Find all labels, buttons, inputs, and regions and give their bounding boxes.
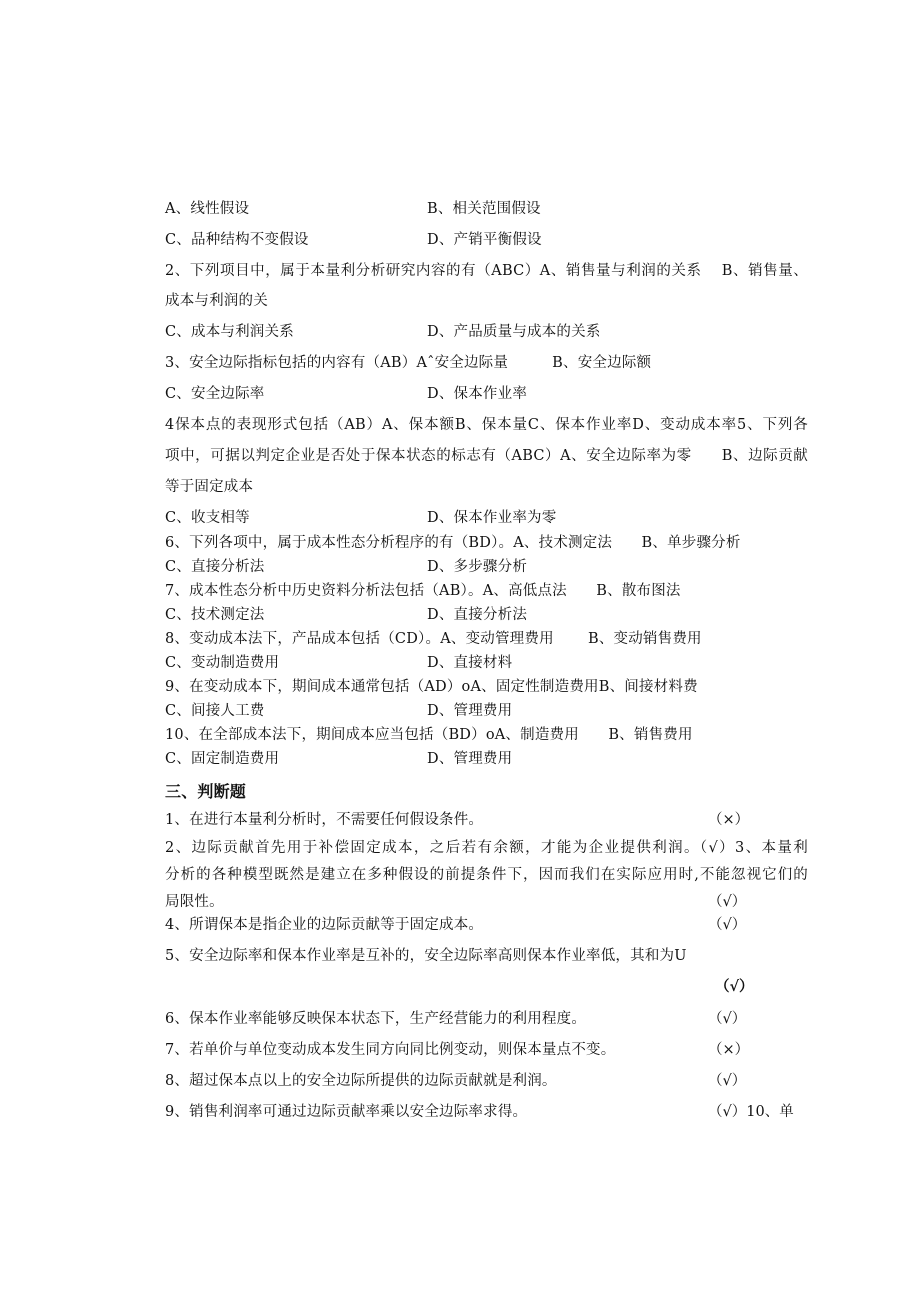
option-row <box>165 558 528 576</box>
judgment-5-mark: （√） <box>715 978 754 995</box>
judgment-4: 4、所谓保本是指企业的边际贡献等于固定成本。 <box>165 917 484 933</box>
option-row <box>165 509 557 527</box>
question-4: 4保本点的表现形式包括（AB）A、保本额B、保本量C、保本作业率D、变动成本率5、下列各 <box>165 417 808 433</box>
question-5-cont: 等于固定成本 <box>165 479 254 495</box>
option-row <box>165 231 542 249</box>
option-row <box>165 702 513 720</box>
option-d: D、多步骤分析 <box>427 559 528 575</box>
option-row <box>165 323 601 341</box>
judgment-2: 2、边际贡献首先用于补偿固定成本，之后若有余额，才能为企业提供利润。（√）3、本量利 <box>165 840 808 856</box>
option-row <box>165 750 513 768</box>
option-c: C、成本与利润关系 <box>165 324 294 340</box>
judgment-8: 8、超过保本点以上的安全边际所提供的边际贡献就是利润。 <box>165 1073 557 1089</box>
option-c: C、品种结构不变假设 <box>165 232 309 248</box>
question-2-cont: 成本与利润的关 <box>165 293 268 309</box>
section-heading: 三、判断题 <box>165 782 247 801</box>
judgment-9: 9、销售利润率可通过边际贡献率乘以安全边际率求得。 <box>165 1104 528 1120</box>
question-3: 3、安全边际指标包括的内容有（AB）Aˆ安全边际量 B、安全边际额 <box>165 355 652 371</box>
option-d: D、直接分析法 <box>427 607 528 623</box>
option-row <box>165 654 513 672</box>
option-d: D、保本作业率 <box>427 386 528 402</box>
judgment-9-mark: （√）10、单 <box>708 1104 794 1120</box>
judgment-7: 7、若单价与单位变动成本发生同方向同比例变动，则保本量点不变。 <box>165 1042 616 1058</box>
option-a: A、线性假设 <box>165 201 250 217</box>
judgment-1: 1、在进行本量利分析时，不需要任何假设条件。 <box>165 812 484 828</box>
option-c: C、技术测定法 <box>165 607 265 623</box>
option-d: D、管理费用 <box>427 751 513 767</box>
judgment-5: 5、安全边际率和保本作业率是互补的，安全边际率高则保本作业率低，其和为U <box>165 948 687 964</box>
option-d: D、产销平衡假设 <box>427 232 542 248</box>
option-c: C、变动制造费用 <box>165 655 280 671</box>
question-10: 10、在全部成本法下，期间成本应当包括（BD）oA、制造费用 B、销售费用 <box>165 727 693 743</box>
option-row <box>165 200 541 218</box>
option-d: D、保本作业率为零 <box>427 510 557 526</box>
option-d: D、产品质量与成本的关系 <box>427 324 601 340</box>
judgment-4-mark: （√） <box>708 917 747 933</box>
option-b: B、相关范围假设 <box>427 201 541 217</box>
question-7: 7、成本性态分析中历史资料分析法包括（AB）。A、高低点法 B、散布图法 <box>165 583 681 599</box>
judgment-1-mark: （×） <box>708 812 750 828</box>
judgment-7-mark: （×） <box>708 1042 750 1058</box>
option-c: C、固定制造费用 <box>165 751 280 767</box>
judgment-3: 分析的各种模型既然是建立在多种假设的前提条件下，因而我们在实际应用时,不能忽视它们的 <box>165 867 808 883</box>
option-d: D、管理费用 <box>427 703 513 719</box>
question-2: 2、下列项目中，属于本量利分析研究内容的有（ABC）A、销售量与利润的关系 B、销售量、 <box>165 263 808 279</box>
judgment-6: 6、保本作业率能够反映保本状态下，生产经营能力的利用程度。 <box>165 1011 587 1027</box>
judgment-6-mark: （√） <box>708 1011 747 1027</box>
option-row <box>165 385 528 403</box>
option-d: D、直接材料 <box>427 655 513 671</box>
option-row <box>165 606 528 624</box>
option-c: C、直接分析法 <box>165 559 265 575</box>
question-8: 8、变动成本法下，产品成本包括（CD）。A、变动管理费用 B、变动销售费用 <box>165 631 702 647</box>
question-5: 项中，可据以判定企业是否处于保本状态的标志有（ABC）A、安全边际率为零 B、边际贡献 <box>165 448 808 464</box>
question-6: 6、下列各项中，属于成本性态分析程序的有（BD）。A、技术测定法 B、单步骤分析 <box>165 535 741 551</box>
option-c: C、收支相等 <box>165 510 250 526</box>
option-c: C、间接人工费 <box>165 703 265 719</box>
judgment-3-cont: 局限性。 <box>165 894 224 910</box>
option-c: C、安全边际率 <box>165 386 265 402</box>
judgment-3-mark: （√） <box>708 894 747 910</box>
judgment-8-mark: （√） <box>708 1073 747 1089</box>
question-9: 9、在变动成本下，期间成本通常包括（AD）oA、固定性制造费用B、间接材料费 <box>165 679 698 695</box>
